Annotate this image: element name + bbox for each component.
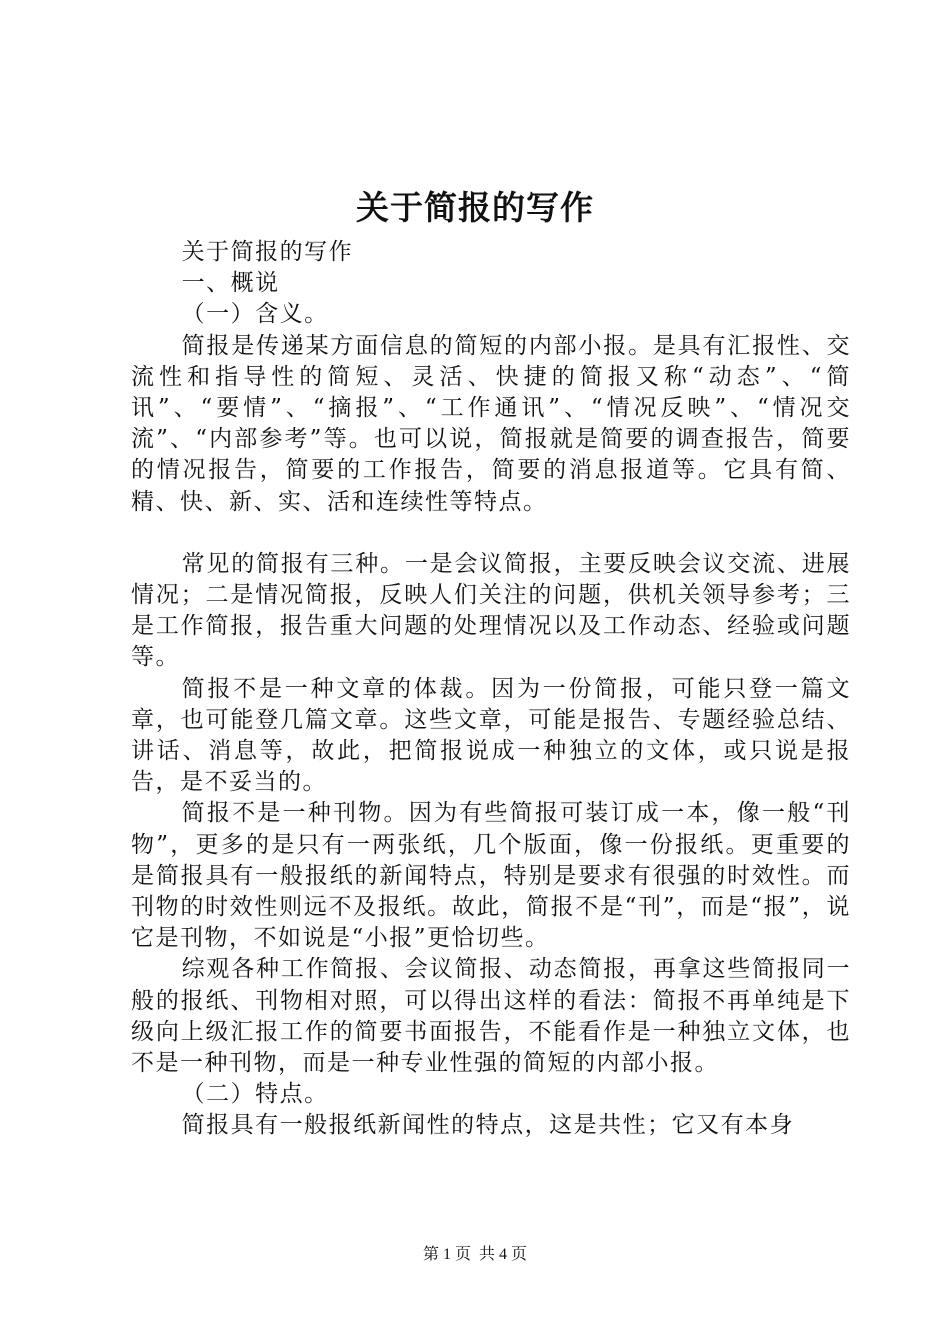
paragraph-features: 简报具有一般报纸新闻性的特点，这是共性；它又有本身 — [181, 1112, 795, 1139]
subsection-heading-features: （二）特点。 — [181, 1081, 329, 1108]
subsection-heading-meaning: （一）含义。 — [181, 301, 329, 328]
page-number: 第 1 页 — [422, 1246, 471, 1263]
paragraph-not-genre: 简报不是一种文章的体裁。因为一份简报，可能只登一篇文章，也可能登几篇文章。这些文章，可能是报告、专题经验总结、讲话、消息等，故此，把简报说成一种独立的文体，或只说是报告，是不妥当的。 — [131, 675, 851, 796]
document-body — [131, 237, 851, 1142]
page-footer — [0, 1245, 950, 1265]
paragraph-summary: 综观各种工作简报、会议简报、动态简报，再拿这些简报同一般的报纸、刊物相对照，可以得出这样的看法：简报不再单纯是下级向上级汇报工作的简要书面报告，不能看作是一种独立文体，也不是一种刊物，而是一种专业性强的简短的内部小报。 — [131, 956, 851, 1077]
document-title: 关于简报的写作 — [356, 188, 594, 227]
paragraph-definition: 简报是传递某方面信息的简短的内部小报。是具有汇报性、交流性和指导性的简短、灵活、快捷的简报又称“动态”、“简讯”、“要情”、“摘报”、“工作通讯”、“情况反映”、“情况交流”、“内部参考”等。也可以说，简报就是简要的调查报告，简要的情况报告，简要的工作报告，简要的消息报道等。它具有简、精、快、新、实、活和连续性等特点。 — [131, 332, 851, 515]
section-heading-overview: 一、概说 — [181, 270, 280, 297]
paragraph-not-periodical: 简报不是一种刊物。因为有些简报可装订成一本，像一般“刊物”，更多的是只有一两张纸，几个版面，像一份报纸。更重要的是简报具有一般报纸的新闻特点，特别是要求有很强的时效性。而刊物的时效性则远不及报纸。故此，简报不是“刊”，而是“报”，说它是刊物，不如说是“小报”更恰切些。 — [131, 800, 851, 952]
paragraph-subtitle: 关于简报的写作 — [181, 239, 354, 265]
paragraph-three-types: 常见的简报有三种。一是会议简报，主要反映会议交流、进展情况；二是情况简报，反映人们关注的问题，供机关领导参考；三是工作简报，报告重大问题的处理情况以及工作动态、经验或问题等。 — [131, 550, 851, 671]
page-total: 共 4 页 — [479, 1246, 528, 1263]
